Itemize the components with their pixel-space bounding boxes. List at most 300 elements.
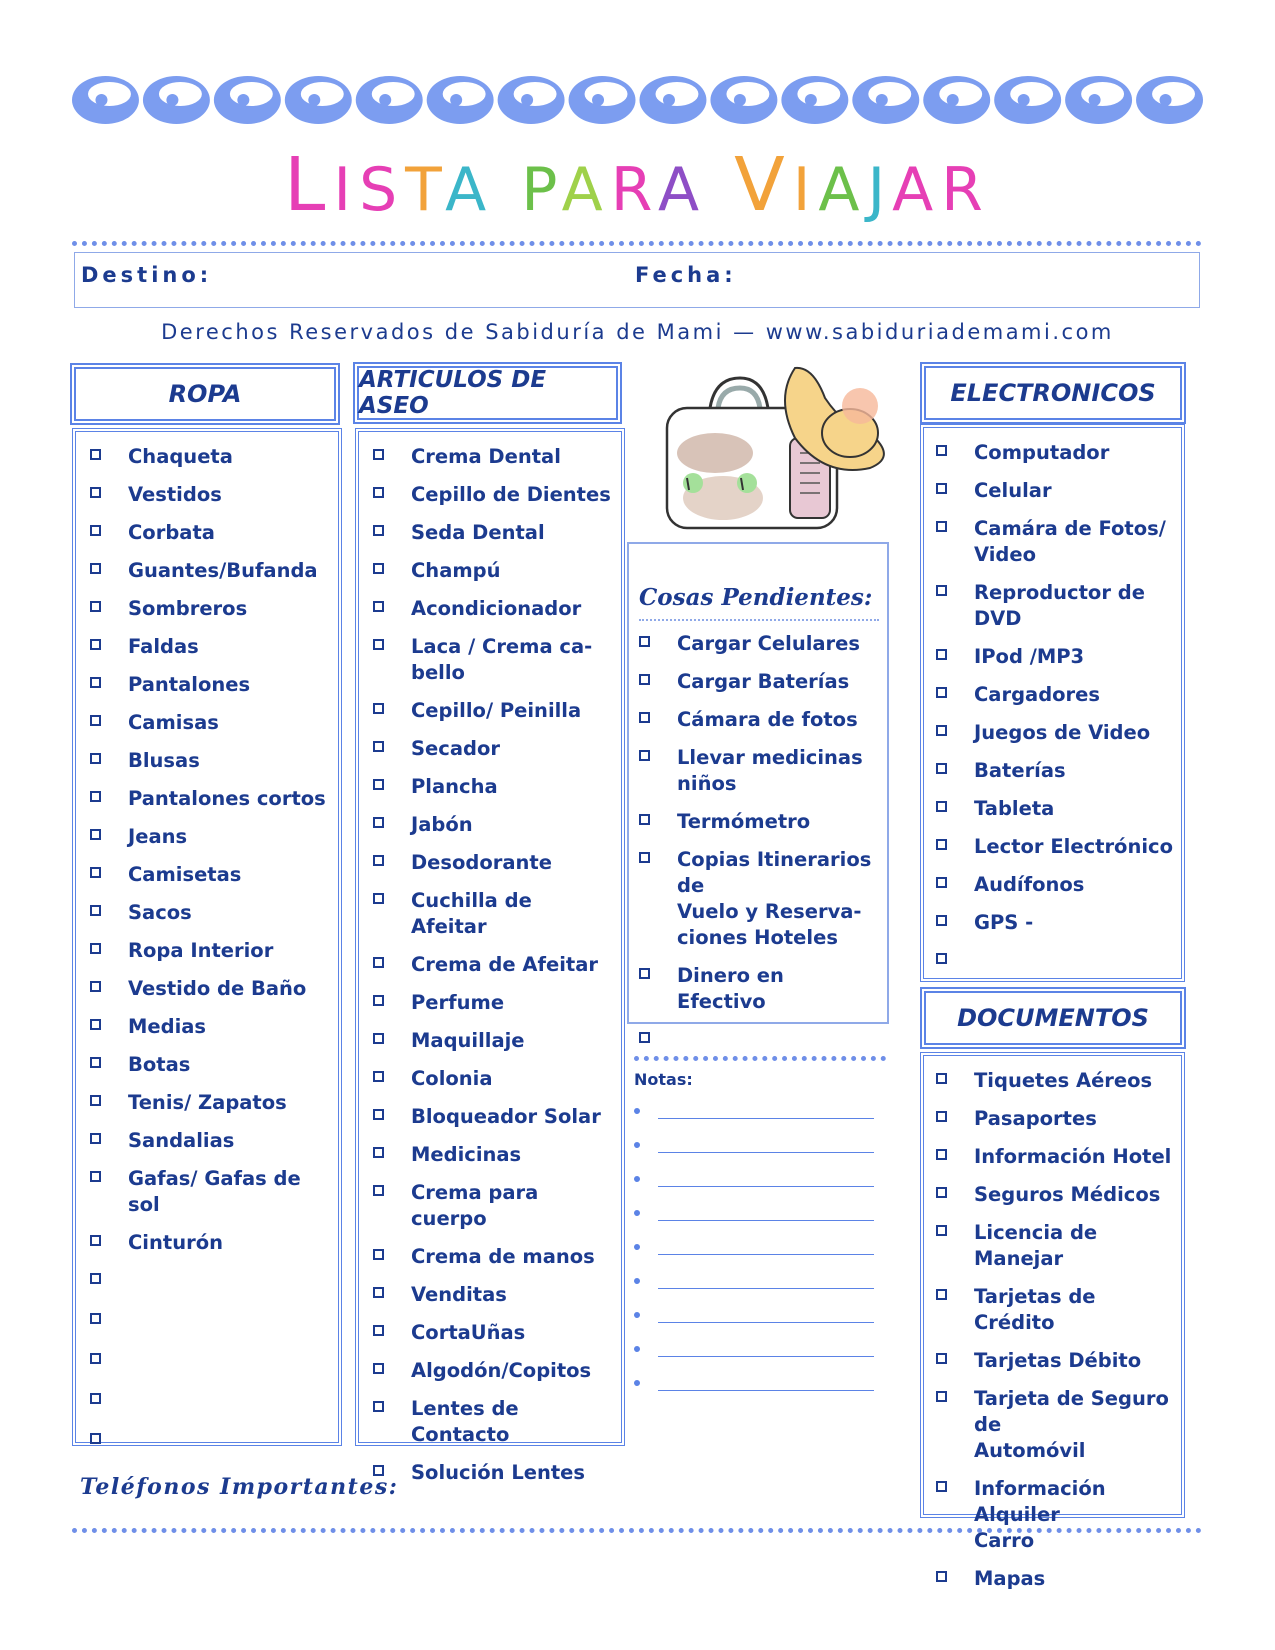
electronicos-header — [920, 362, 1186, 424]
aseo-item — [373, 1244, 613, 1270]
checkbox-icon[interactable] — [936, 1289, 947, 1300]
title-letter: IS — [333, 155, 406, 225]
pendientes-item — [639, 707, 879, 733]
checkbox-icon[interactable] — [373, 1287, 384, 1298]
checkbox-icon[interactable] — [373, 487, 384, 498]
aseo-item — [373, 1066, 613, 1092]
ropa-item — [90, 1388, 330, 1416]
ropa-item — [90, 634, 330, 660]
aseo-item-label: Secador — [411, 737, 500, 760]
checkbox-icon[interactable] — [936, 763, 947, 774]
ropa-item-label: Chaqueta — [128, 445, 233, 468]
ropa-title: ROPA — [168, 380, 242, 408]
swirl-icon — [1065, 76, 1132, 124]
title-letter: A — [561, 155, 611, 225]
checkbox-icon[interactable] — [373, 1185, 384, 1196]
note-line[interactable] — [634, 1104, 874, 1126]
aseo-item — [373, 634, 613, 686]
aseo-item — [373, 482, 613, 508]
bullet-icon — [634, 1380, 640, 1386]
documentos-item-label: Información Alquiler Carro — [974, 1477, 1106, 1552]
documentos-item-label: Seguros Médicos — [974, 1183, 1161, 1206]
checkbox-icon[interactable] — [90, 791, 101, 802]
title-letter: L — [284, 142, 334, 228]
title-letter: A — [892, 155, 942, 225]
checkbox-icon[interactable] — [936, 1073, 947, 1084]
ropa-header — [70, 363, 340, 425]
ropa-item — [90, 1166, 330, 1218]
swirl-icon — [498, 76, 565, 124]
checkbox-icon[interactable] — [90, 1235, 101, 1246]
checkbox-icon[interactable] — [936, 953, 947, 964]
aseo-item-label: Crema de manos — [411, 1245, 595, 1268]
electronicos-item — [936, 682, 1173, 708]
ropa-item-label: Pantalones — [128, 673, 251, 696]
pendientes-item-label: Copias Itinerarios de Vuelo y Reserva- ciones Hoteles — [677, 848, 872, 949]
checkbox-icon[interactable] — [90, 981, 101, 992]
checkbox-icon[interactable] — [373, 957, 384, 968]
fecha-label: Fecha: — [635, 263, 737, 287]
title-letter: R — [610, 155, 658, 225]
ropa-item — [90, 1230, 330, 1256]
documentos-list-box — [920, 1052, 1185, 1590]
checkbox-icon[interactable] — [639, 968, 650, 979]
title-letter: T — [405, 155, 446, 225]
swirl-icon — [710, 76, 777, 124]
ropa-item-label: Corbata — [128, 521, 215, 544]
ropa-list — [90, 444, 330, 1456]
checkbox-icon[interactable] — [90, 715, 101, 726]
pendientes-item — [639, 963, 879, 1015]
ropa-item-label: Blusas — [128, 749, 200, 772]
checkbox-icon[interactable] — [373, 855, 384, 866]
swirl-border-decoration — [70, 70, 1205, 126]
checkbox-icon[interactable] — [373, 995, 384, 1006]
ropa-item-label: Pantalones cortos — [128, 787, 326, 810]
ropa-item-label: Ropa Interior — [128, 939, 274, 962]
swirl-icon — [994, 76, 1061, 124]
electronicos-item — [936, 644, 1173, 670]
checkbox-icon[interactable] — [90, 601, 101, 612]
ropa-item-label: Faldas — [128, 635, 199, 658]
checkbox-icon[interactable] — [90, 1353, 101, 1364]
electronicos-item — [936, 440, 1173, 466]
ropa-item — [90, 824, 330, 850]
checkbox-icon[interactable] — [936, 1353, 947, 1364]
ropa-item — [90, 596, 330, 622]
checkbox-icon[interactable] — [90, 943, 101, 954]
checkbox-icon[interactable] — [373, 1363, 384, 1374]
title-letter: A — [445, 155, 522, 225]
aseo-item-label: Cuchilla de Afeitar — [411, 889, 532, 938]
checkbox-icon[interactable] — [936, 1225, 947, 1236]
aseo-item-label: Jabón — [411, 813, 473, 836]
aseo-item — [373, 1460, 613, 1486]
title-letter: A — [818, 155, 868, 225]
checkbox-icon[interactable] — [373, 525, 384, 536]
electronicos-list — [936, 440, 1173, 976]
ropa-item-label: Vestido de Baño — [128, 977, 307, 1000]
pendientes-item-label: Dinero en Efectivo — [677, 964, 784, 1013]
checkbox-icon[interactable] — [373, 1325, 384, 1336]
note-underline — [658, 1288, 874, 1289]
ropa-item — [90, 672, 330, 698]
checkbox-icon[interactable] — [373, 563, 384, 574]
pendientes-divider — [639, 619, 879, 621]
documentos-item — [936, 1220, 1173, 1272]
aseo-item — [373, 698, 613, 724]
swirl-icon — [781, 76, 848, 124]
documentos-item — [936, 1068, 1173, 1094]
documentos-item-label: Tarjeta de Seguro de Automóvil — [974, 1387, 1169, 1462]
ropa-item-label: Guantes/Bufanda — [128, 559, 318, 582]
note-underline — [658, 1186, 874, 1187]
checkbox-icon[interactable] — [936, 687, 947, 698]
pendientes-item-label: Termómetro — [677, 810, 811, 833]
ropa-item-label: Sacos — [128, 901, 192, 924]
title-letter: R — [941, 155, 991, 225]
note-underline — [658, 1118, 874, 1119]
checkbox-icon[interactable] — [639, 750, 650, 761]
aseo-item — [373, 888, 613, 940]
aseo-header — [353, 362, 622, 424]
checkbox-icon[interactable] — [373, 1033, 384, 1044]
documentos-list — [936, 1068, 1173, 1592]
aseo-item — [373, 1358, 613, 1384]
bullet-icon — [634, 1176, 640, 1182]
electronicos-item — [936, 872, 1173, 898]
checkbox-icon[interactable] — [90, 867, 101, 878]
aseo-item-label: Crema de Afeitar — [411, 953, 598, 976]
electronicos-item-label: IPod /MP3 — [974, 645, 1085, 668]
swirl-icon — [640, 76, 707, 124]
checkbox-icon[interactable] — [936, 915, 947, 926]
documentos-item — [936, 1144, 1173, 1170]
checkbox-icon[interactable] — [90, 1095, 101, 1106]
dotted-divider-bottom — [72, 1528, 1202, 1533]
checkbox-icon[interactable] — [936, 1149, 947, 1160]
ropa-item — [90, 558, 330, 584]
checkbox-icon[interactable] — [936, 801, 947, 812]
note-line[interactable] — [634, 1240, 874, 1262]
checkbox-icon[interactable] — [936, 649, 947, 660]
swirl-icon — [214, 76, 281, 124]
checkbox-icon[interactable] — [373, 817, 384, 828]
documentos-item-label: Tarjetas de Crédito — [974, 1285, 1096, 1334]
aseo-item-label: Champú — [411, 559, 501, 582]
aseo-item — [373, 736, 613, 762]
ropa-item — [90, 938, 330, 964]
documentos-header — [920, 987, 1186, 1049]
aseo-item-label: Crema para cuerpo — [411, 1181, 539, 1230]
checkbox-icon[interactable] — [90, 487, 101, 498]
ropa-item — [90, 444, 330, 470]
note-line[interactable] — [634, 1274, 874, 1296]
documentos-item-label: Tarjetas Débito — [974, 1349, 1142, 1372]
checkbox-icon[interactable] — [90, 1273, 101, 1284]
aseo-item-label: Venditas — [411, 1283, 507, 1306]
aseo-item — [373, 1142, 613, 1168]
electronicos-item-label: Juegos de Video — [974, 721, 1151, 744]
ropa-item — [90, 1268, 330, 1296]
swirl-icon — [923, 76, 990, 124]
pendientes-item — [639, 631, 879, 657]
checkbox-icon[interactable] — [90, 449, 101, 460]
destino-label: Destino: — [81, 263, 213, 287]
documentos-item-label: Mapas — [974, 1567, 1046, 1590]
ropa-item — [90, 482, 330, 508]
ropa-item-label: Camisetas — [128, 863, 242, 886]
checkbox-icon[interactable] — [373, 1147, 384, 1158]
checkbox-icon[interactable] — [936, 1571, 947, 1582]
ropa-item-label: Botas — [128, 1053, 191, 1076]
checkbox-icon[interactable] — [373, 893, 384, 904]
pendientes-item — [639, 1027, 879, 1055]
checkbox-icon[interactable] — [936, 1187, 947, 1198]
electronicos-item-label: GPS - — [974, 911, 1034, 934]
documentos-item — [936, 1106, 1173, 1132]
checkbox-icon[interactable] — [90, 1393, 101, 1404]
ropa-item — [90, 1428, 330, 1456]
note-line[interactable] — [634, 1172, 874, 1194]
checkbox-icon[interactable] — [90, 525, 101, 536]
ropa-item — [90, 862, 330, 888]
ropa-item — [90, 1090, 330, 1116]
ropa-item — [90, 786, 330, 812]
electronicos-item-label: Cargadores — [974, 683, 1101, 706]
aseo-item-label: Desodorante — [411, 851, 552, 874]
electronicos-item — [936, 796, 1173, 822]
aseo-item-label: Colonia — [411, 1067, 493, 1090]
electronicos-item — [936, 720, 1173, 746]
note-underline — [658, 1390, 874, 1391]
checkbox-icon[interactable] — [936, 1111, 947, 1122]
checkbox-icon[interactable] — [936, 483, 947, 494]
checkbox-icon[interactable] — [936, 445, 947, 456]
dotted-divider-top — [72, 241, 1202, 246]
electronicos-item — [936, 478, 1173, 504]
ropa-item — [90, 710, 330, 736]
bullet-icon — [634, 1278, 640, 1284]
aseo-item — [373, 596, 613, 622]
aseo-item — [373, 774, 613, 800]
checkbox-icon[interactable] — [373, 601, 384, 612]
ropa-item-label: Vestidos — [128, 483, 222, 506]
checkbox-icon[interactable] — [373, 449, 384, 460]
checkbox-icon[interactable] — [639, 674, 650, 685]
pendientes-item-label: Cámara de fotos — [677, 708, 858, 731]
documentos-item — [936, 1386, 1173, 1464]
checkbox-icon[interactable] — [373, 741, 384, 752]
checkbox-icon[interactable] — [90, 1171, 101, 1182]
electronicos-list-box — [920, 424, 1185, 982]
aseo-item-label: Maquillaje — [411, 1029, 525, 1052]
aseo-item-label: Seda Dental — [411, 521, 545, 544]
aseo-item — [373, 1282, 613, 1308]
copyright-line: Derechos Reservados de Sabiduría de Mami — www.sabiduriademami.com — [161, 320, 1114, 344]
aseo-item-label: Cepillo de Dientes — [411, 483, 611, 506]
dotted-divider-notas — [634, 1056, 886, 1061]
checkbox-icon[interactable] — [936, 1481, 947, 1492]
aseo-item-label: Medicinas — [411, 1143, 522, 1166]
documentos-item-label: Pasaportes — [974, 1107, 1097, 1130]
electronicos-item-label: Audífonos — [974, 873, 1085, 896]
electronicos-item — [936, 580, 1173, 632]
checkbox-icon[interactable] — [90, 563, 101, 574]
ropa-item — [90, 1052, 330, 1078]
checkbox-icon[interactable] — [639, 814, 650, 825]
documentos-item — [936, 1566, 1173, 1592]
checkbox-icon[interactable] — [90, 905, 101, 916]
aseo-item-label: Bloqueador Solar — [411, 1105, 601, 1128]
checkbox-icon[interactable] — [936, 877, 947, 888]
pendientes-item-label: Llevar medicinas niños — [677, 746, 863, 795]
electronicos-item-label: Lector Electrónico — [974, 835, 1173, 858]
swirl-icon — [72, 76, 139, 124]
ropa-item-label: Cinturón — [128, 1231, 223, 1254]
aseo-item — [373, 1396, 613, 1448]
aseo-item-label: Acondicionador — [411, 597, 582, 620]
aseo-item — [373, 1104, 613, 1130]
ropa-item-label: Sombreros — [128, 597, 248, 620]
page-title — [0, 142, 1275, 228]
note-underline — [658, 1220, 874, 1221]
aseo-item-label: Solución Lentes — [411, 1461, 586, 1484]
checkbox-icon[interactable] — [373, 639, 384, 650]
ropa-item-label: Sandalias — [128, 1129, 235, 1152]
note-line[interactable] — [634, 1206, 874, 1228]
note-line[interactable] — [634, 1342, 874, 1364]
checkbox-icon[interactable] — [90, 829, 101, 840]
checkbox-icon[interactable] — [373, 1249, 384, 1260]
ropa-item — [90, 1128, 330, 1154]
ropa-item — [90, 1014, 330, 1040]
pendientes-title: Cosas Pendientes: — [639, 584, 873, 611]
aseo-item — [373, 444, 613, 470]
checkbox-icon[interactable] — [639, 852, 650, 863]
checkbox-icon[interactable] — [90, 1133, 101, 1144]
checkbox-icon[interactable] — [373, 1401, 384, 1412]
aseo-item-label: Perfume — [411, 991, 505, 1014]
aseo-item — [373, 558, 613, 584]
notas-lines — [634, 1104, 884, 1424]
electronicos-item-label: Baterías — [974, 759, 1066, 782]
checkbox-icon[interactable] — [936, 585, 947, 596]
checkbox-icon[interactable] — [639, 1032, 650, 1043]
aseo-item — [373, 812, 613, 838]
ropa-list-box — [72, 428, 342, 1446]
ropa-item — [90, 520, 330, 546]
aseo-item-label: Plancha — [411, 775, 498, 798]
checkbox-icon[interactable] — [90, 1313, 101, 1324]
electronicos-title: ELECTRONICOS — [950, 379, 1156, 407]
documentos-item-label: Tiquetes Aéreos — [974, 1069, 1153, 1092]
pendientes-item — [639, 809, 879, 835]
checkbox-icon[interactable] — [639, 712, 650, 723]
pendientes-item — [639, 745, 879, 797]
checkbox-icon[interactable] — [373, 703, 384, 714]
note-underline — [658, 1356, 874, 1357]
aseo-item-label: Lentes de Contacto — [411, 1397, 519, 1446]
checkbox-icon[interactable] — [936, 1391, 947, 1402]
ropa-item-label: Camisas — [128, 711, 219, 734]
note-line[interactable] — [634, 1376, 874, 1398]
electronicos-item — [936, 948, 1173, 976]
checkbox-icon[interactable] — [936, 521, 947, 532]
swirl-icon — [1136, 76, 1203, 124]
aseo-list — [373, 444, 613, 1486]
electronicos-item — [936, 834, 1173, 860]
bullet-icon — [634, 1244, 640, 1250]
checkbox-icon[interactable] — [90, 677, 101, 688]
note-underline — [658, 1254, 874, 1255]
aseo-item-label: Algodón/Copitos — [411, 1359, 592, 1382]
aseo-item-label: Cepillo/ Peinilla — [411, 699, 582, 722]
swirl-icon — [143, 76, 210, 124]
bullet-icon — [634, 1312, 640, 1318]
ropa-item-label: Jeans — [128, 825, 188, 848]
checkbox-icon[interactable] — [936, 839, 947, 850]
notas-label: Notas: — [634, 1070, 693, 1089]
ropa-item — [90, 1308, 330, 1336]
title-letter: J — [867, 155, 893, 225]
electronicos-item-label: Tableta — [974, 797, 1055, 820]
electronicos-item-label: Camára de Fotos/ Video — [974, 517, 1166, 566]
checkbox-icon[interactable] — [90, 1019, 101, 1030]
pendientes-item — [639, 847, 879, 951]
aseo-item — [373, 990, 613, 1016]
suitcase-hat-illustration — [655, 358, 900, 548]
electronicos-item — [936, 910, 1173, 936]
pendientes-item-label: Cargar Celulares — [677, 632, 861, 655]
ropa-item — [90, 1348, 330, 1376]
bullet-icon — [634, 1142, 640, 1148]
pendientes-item — [639, 669, 879, 695]
swirl-icon — [569, 76, 636, 124]
aseo-title: ARTICULOS DE ASEO — [359, 367, 547, 419]
checkbox-icon[interactable] — [373, 779, 384, 790]
checkbox-icon[interactable] — [373, 1071, 384, 1082]
title-letter: V — [734, 142, 793, 228]
swirl-icon — [852, 76, 919, 124]
note-line[interactable] — [634, 1308, 874, 1330]
ropa-item-label: Tenis/ Zapatos — [128, 1091, 287, 1114]
ropa-item — [90, 976, 330, 1002]
checkbox-icon[interactable] — [90, 1057, 101, 1068]
documentos-item — [936, 1284, 1173, 1336]
bullet-icon — [634, 1108, 640, 1114]
documentos-item — [936, 1348, 1173, 1374]
documentos-item — [936, 1182, 1173, 1208]
checkbox-icon[interactable] — [90, 639, 101, 650]
swirl-icon — [427, 76, 494, 124]
note-underline — [658, 1322, 874, 1323]
title-letter: A — [657, 155, 735, 225]
bullet-icon — [634, 1210, 640, 1216]
checkbox-icon[interactable] — [90, 753, 101, 764]
note-line[interactable] — [634, 1138, 874, 1160]
ropa-item-label: Gafas/ Gafas de sol — [128, 1167, 301, 1216]
checkbox-icon[interactable] — [373, 1109, 384, 1120]
aseo-list-box — [355, 428, 625, 1484]
ropa-item — [90, 900, 330, 926]
checkbox-icon[interactable] — [639, 636, 650, 647]
aseo-item — [373, 1320, 613, 1346]
note-underline — [658, 1152, 874, 1153]
aseo-item — [373, 850, 613, 876]
checkbox-icon[interactable] — [90, 1433, 101, 1444]
checkbox-icon[interactable] — [936, 725, 947, 736]
